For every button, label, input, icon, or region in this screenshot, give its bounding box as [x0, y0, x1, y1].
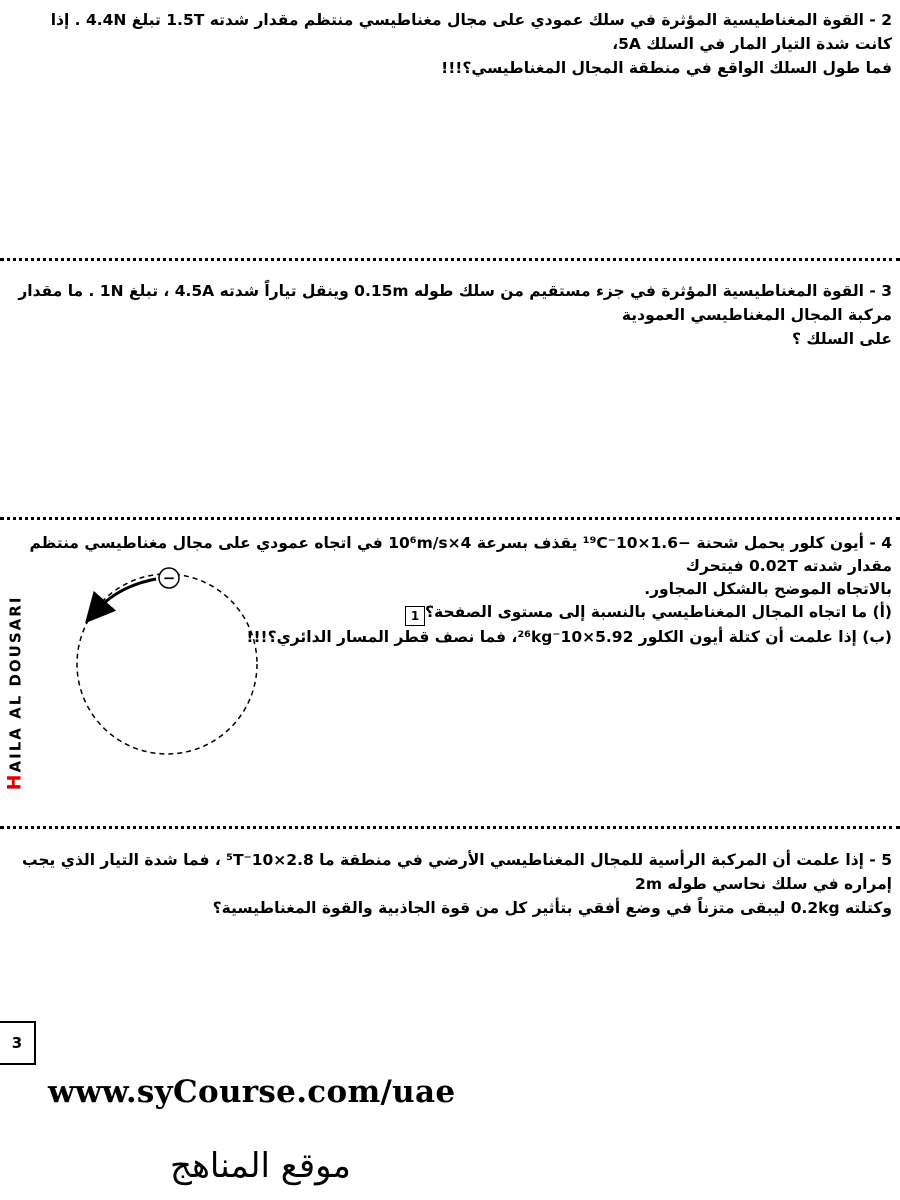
question-4-line-1: 4 - أيون كلور يحمل شحنة −1.6×10⁻¹⁹C يقذف بسرعة 4×10⁶m/s في اتجاه عمودي على مجال مغناطيسي منتظم مقدار شدته 0.02T فيتحرك — [29, 534, 892, 575]
site-logo-text: موقع المناهج — [170, 1146, 351, 1186]
question-4-line-2: بالاتجاه الموضح بالشكل المجاور. — [644, 580, 892, 598]
question-5 — [14, 848, 892, 920]
question-2-line-2: فما طول السلك الواقع في منطقة المجال المغناطيسي؟!!! — [441, 59, 892, 77]
question-2 — [14, 8, 892, 80]
author-name: AILA AL DOUSARI — [6, 595, 24, 772]
question-4-part-a-text: (أ) ما اتجاه المجال المغناطيسي بالنسبة إلى مستوى الصفحة؟ — [425, 603, 892, 621]
question-5-line-2: وكتلته 0.2kg ليبقى متزناً في وضع أفقي بتأثير كل من قوة الجاذبية والقوة المغناطيسية؟ — [212, 899, 892, 917]
question-3-line-2: على السلك ؟ — [791, 330, 892, 348]
author-side-label — [4, 585, 24, 800]
circular-path-diagram — [60, 560, 280, 770]
dotted-separator — [0, 826, 900, 829]
question-3 — [14, 279, 892, 351]
charge-symbol: − — [162, 569, 176, 587]
dashed-circle-path — [77, 574, 257, 754]
site-url[interactable]: www.syCourse.com/uae — [48, 1074, 456, 1110]
dotted-separator — [0, 517, 900, 520]
question-4-part-b: (ب) إذا علمت أن كتلة أيون الكلور 5.92×10⁻²⁶kg، فما نصف قطر المسار الدائري؟!!! — [246, 628, 892, 646]
answer-checkbox[interactable]: 1 — [405, 606, 425, 626]
question-5-line-1: 5 - إذا علمت أن المركبة الرأسية للمجال المغناطيسي الأرضي في منطقة ما 2.8×10⁻⁵T ، فما شدة التيار الذي يجب إمراره في سلك نحاسي طوله 2m — [21, 851, 892, 893]
question-3-line-1: 3 - القوة المغناطيسية المؤثرة في جزء مستقيم من سلك طوله 0.15m وينقل تياراً شدته 4.5A ، تبلغ 1N . ما مقدار مركبة المجال المغناطيسي العمودية — [18, 282, 892, 324]
dotted-separator — [0, 258, 900, 261]
question-2-line-1: 2 - القوة المغناطيسية المؤثرة في سلك عمودي على مجال مغناطيسي منتظم مقدار شدته 1.5T تبلغ 4.4N . إذا كانت شدة التيار المار في السلك 5A، — [50, 11, 892, 53]
author-initial: H — [3, 772, 25, 790]
page-number: 3 — [0, 1021, 36, 1065]
